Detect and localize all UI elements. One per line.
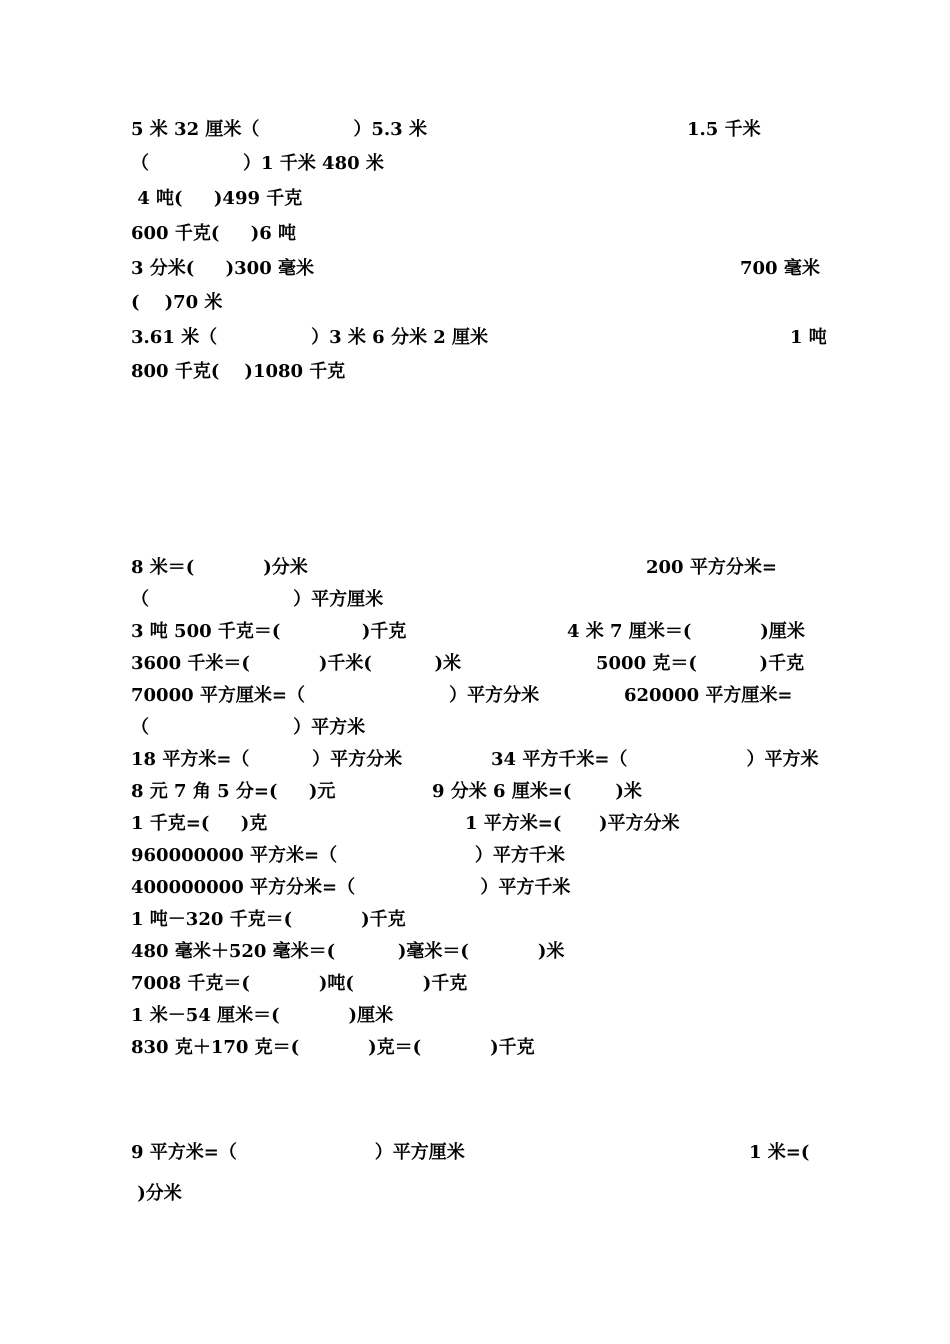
question-line: 800 千克( )1080 千克 [131,361,346,382]
question-line: （ ）平方厘米 [131,589,384,610]
question-line: 830 克＋170 克＝( )克＝( )千克 [131,1037,535,1058]
question-line: 8 米＝( )分米 [131,557,308,578]
question-line: 8 元 7 角 5 分=( )元 [131,781,336,802]
question-line: 1 吨－320 千克＝( )千克 [131,909,406,930]
question-line: （ ）1 千米 480 米 [131,153,384,174]
question-line: 1 千克=( )克 [131,813,268,834]
question-line: 4 米 7 厘米＝( )厘米 [567,621,805,642]
question-line: 620000 平方厘米= [624,685,793,706]
question-line: 1.5 千米 [687,119,761,140]
question-line: 1 吨 [790,327,827,348]
question-line: ( )70 米 [131,292,223,313]
question-line: （ ）平方米 [131,717,366,738]
question-line: 3600 千米＝( )千米( )米 [131,653,462,674]
question-line: 3.61 米（ ）3 米 6 分米 2 厘米 [131,327,489,348]
question-line: 480 毫米＋520 毫米＝( )毫米＝( )米 [131,941,565,962]
question-line: 70000 平方厘米=（ ）平方分米 [131,685,540,706]
question-line: 4 吨( )499 千克 [131,188,303,209]
question-line: 1 平方米=( )平方分米 [465,813,680,834]
question-line: 600 千克( )6 吨 [131,223,296,244]
question-line: 1 米－54 厘米＝( )厘米 [131,1005,394,1026]
question-line: 3 吨 500 千克＝( )千克 [131,621,407,642]
question-line: 400000000 平方分米=（ ）平方千米 [131,877,571,898]
question-line: 960000000 平方米=（ ）平方千米 [131,845,565,866]
question-line: 18 平方米=（ ）平方分米 [131,749,403,770]
question-line: 700 毫米 [740,258,820,279]
question-line: 200 平方分米= [646,557,777,578]
question-line: 3 分米( )300 毫米 [131,258,314,279]
question-line: 7008 千克＝( )吨( )千克 [131,973,468,994]
question-line: 1 米=( [749,1142,810,1163]
question-line: )分米 [131,1183,182,1204]
question-line: 9 分米 6 厘米=( )米 [432,781,642,802]
question-line: 5 米 32 厘米（ ）5.3 米 [131,119,427,140]
question-line: 34 平方千米=（ ）平方米 [491,749,819,770]
question-line: 5000 克＝( )千克 [596,653,805,674]
question-line: 9 平方米=（ ）平方厘米 [131,1142,465,1163]
